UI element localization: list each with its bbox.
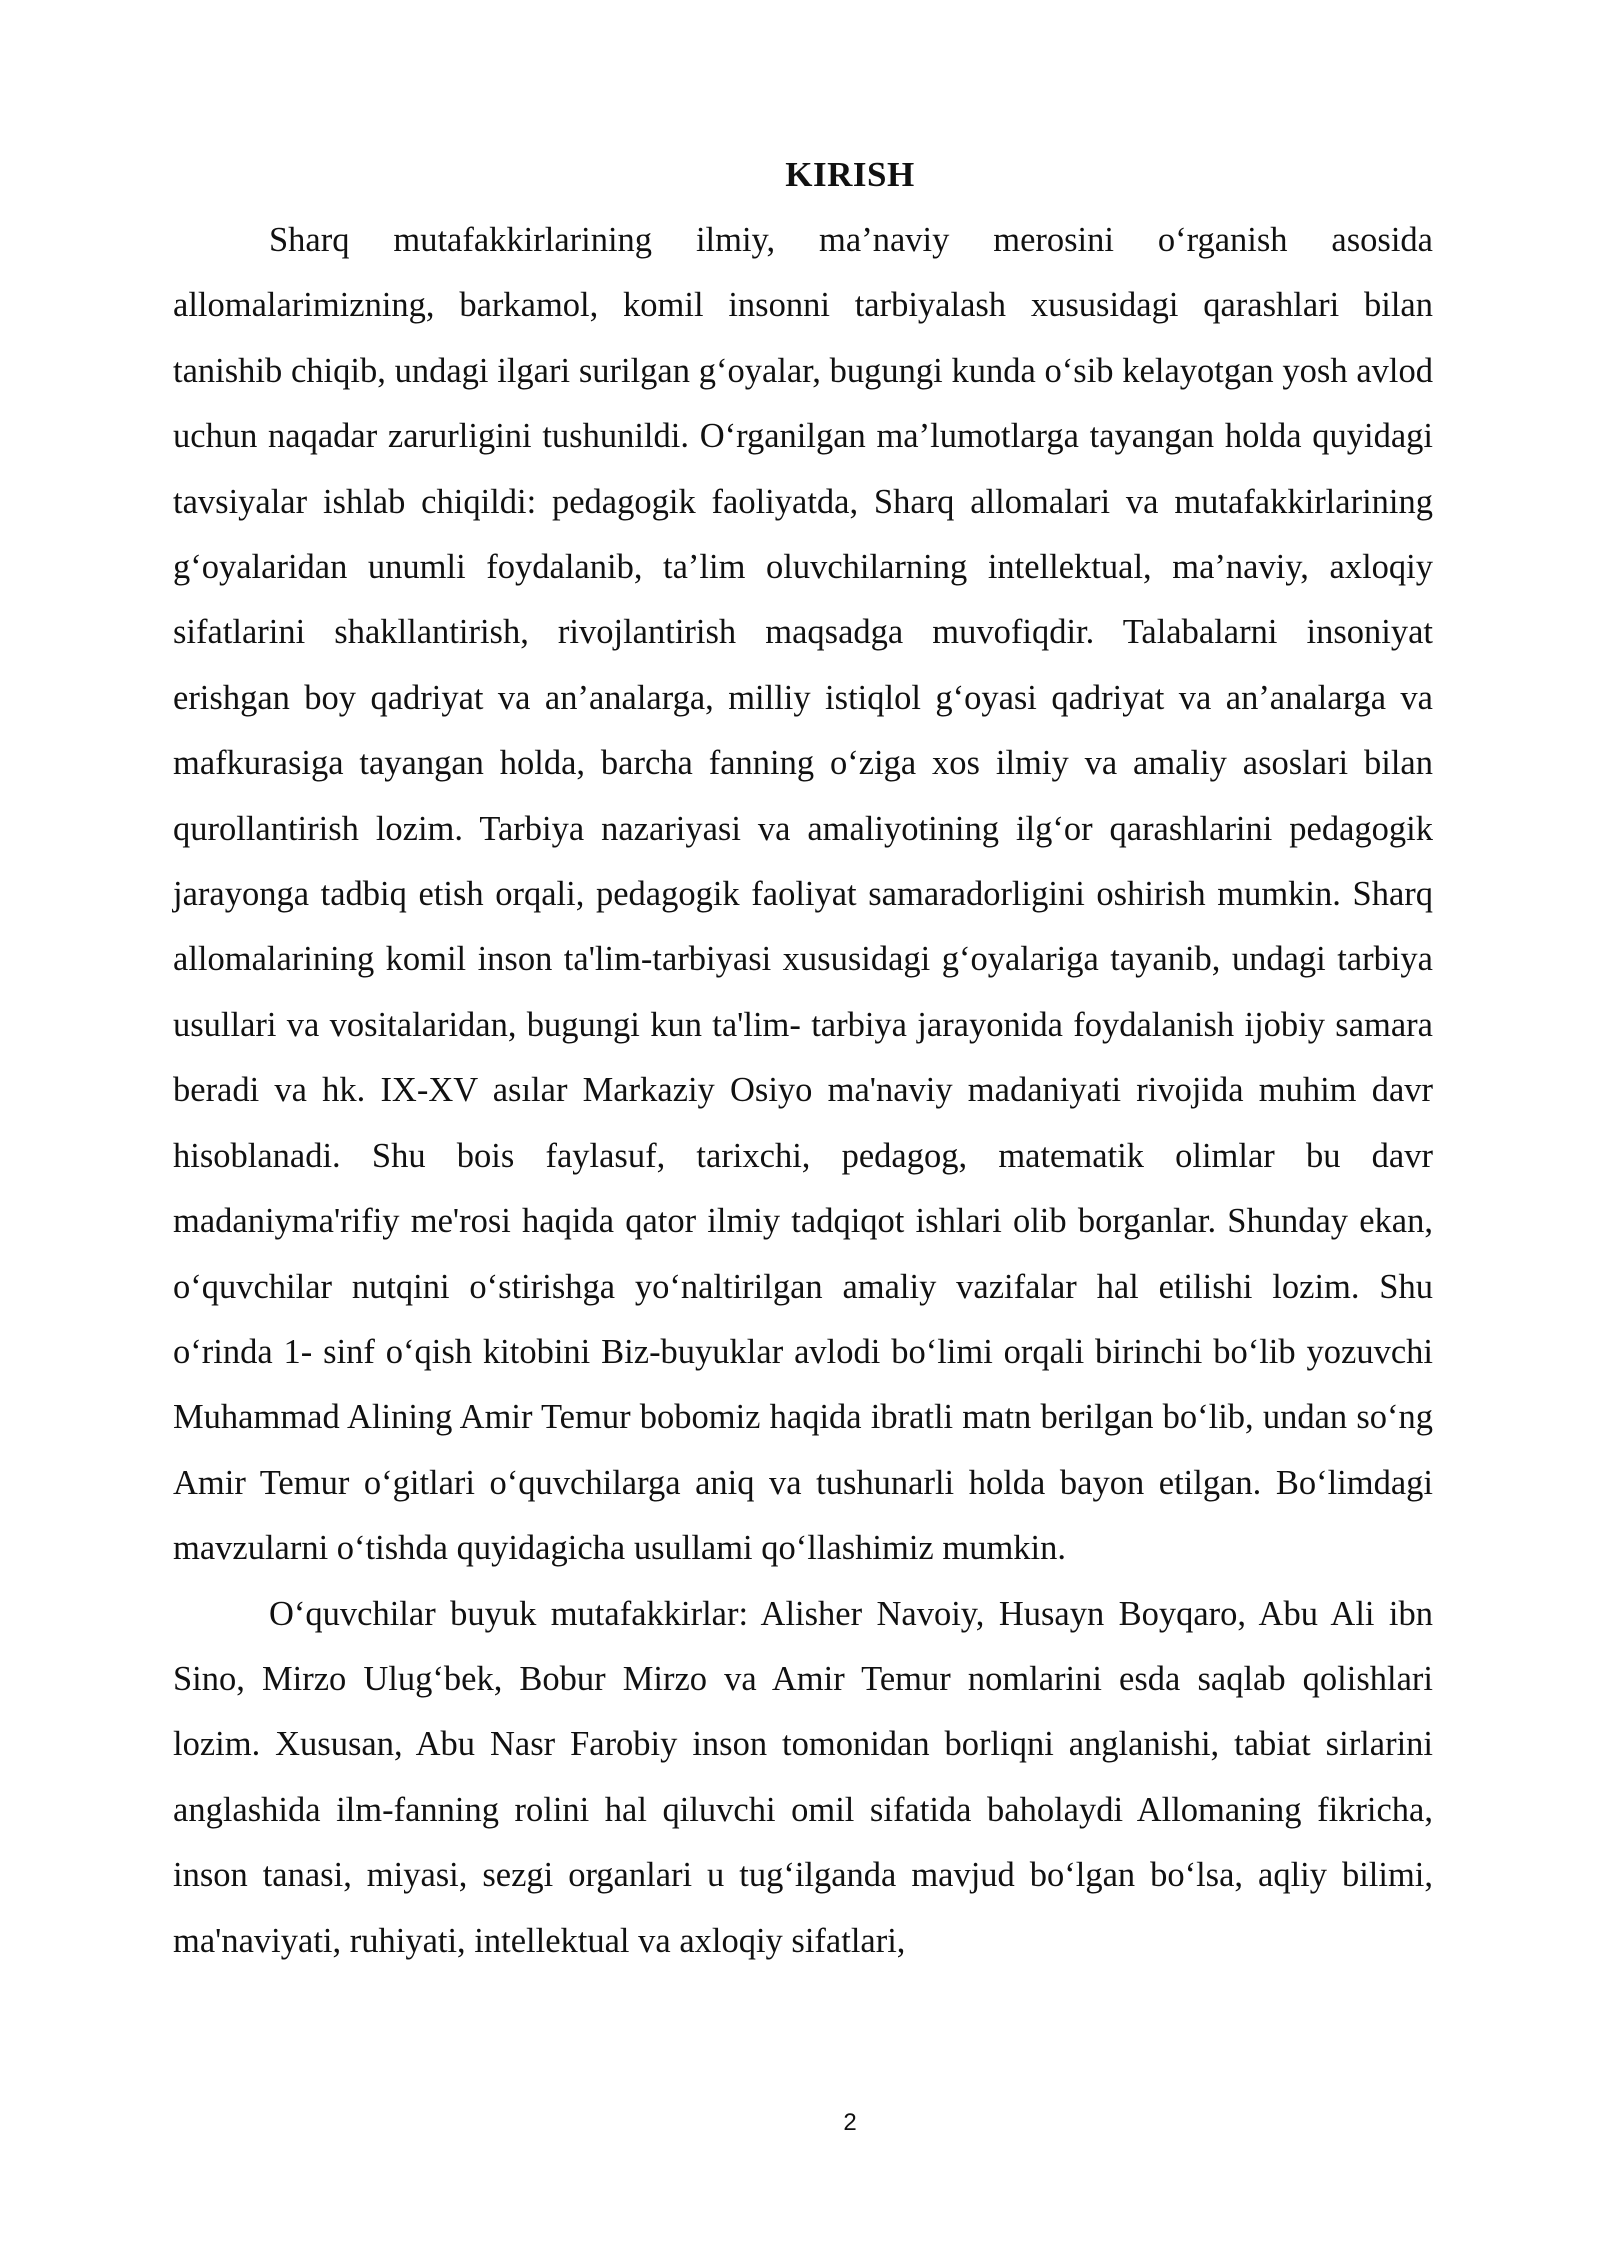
paragraph-1: Sharq mutafakkirlarining ilmiy, ma’naviy merosini o‘rganish asosida allomalarimizning, barkamol, komil insonni tarbiyalash xususidagi qarashlari bilan tanishib chiqib, undagi ilgari surilgan g‘oyalar, bugungi kunda o‘sib kelayotgan yosh avlod uchun naqadar zarurligini tushunildi. O‘rganilgan ma’lumotlarga tayangan holda quyidagi tavsiyalar ishlab chiqildi: pedagogik faoliyatda, Sharq allomalari va mutafakkirlarining g‘oyalaridan unumli foydalanib, ta’lim oluvchilarning intellektual, ma’naviy, axloqiy sifatlarini shakllantirish, rivojlantirish maqsadga muvofiqdir. Talabalarni insoniyat erishgan boy qadriyat va an’analarga, milliy istiqlol g‘oyasi qadriyat va an’analarga va mafkurasiga tayangan holda, barcha fanning o‘ziga xos ilmiy va amaliy asoslari bilan qurollantirish lozim. Tarbiya nazariyasi va amaliyotining ilg‘or qarashlarini pedagogik jarayonga tadbiq etish orqali, pedagogik faoliyat samaradorligini oshirish mumkin. Sharq allomalarining komil inson ta'lim-tarbiyasi xususidagi g‘oyalariga tayanib, undagi tarbiya usullari va vositalaridan, bugungi kun ta'lim- tarbiya jarayonida foydalanish ijobiy samara beradi va hk. IX-XV asılar Markaziy Osiyo ma'naviy madaniyati rivojida muhim davr hisoblanadi. Shu bois faylasuf, tarixchi, pedagog, matematik olimlar bu davr madaniyma'rifiy me'rosi haqida qator ilmiy tadqiqot ishlari olib borganlar. Shunday ekan, o‘quvchilar nutqini o‘stirishga yo‘naltirilgan amaliy vazifalar hal etilishi lozim. Shu o‘rinda 1- sinf o‘qish kitobini Biz-buyuklar avlodi bo‘limi orqali birinchi bo‘lib yozuvchi Muhammad Alining Amir Temur bobomiz haqida ibratli matn berilgan bo‘lib, undan so‘ng Amir Temur o‘gitlari o‘quvchilarga aniq va tushunarli holda bayon etilgan. Bo‘limdagi mavzularni o‘tishda quyidagicha usullami qo‘llashimiz mumkin. xyxy=(173,221,1433,1568)
page-number: 2 xyxy=(843,2109,857,2136)
body-text xyxy=(173,208,1433,1974)
paragraph-2: O‘quvchilar buyuk mutafakkirlar: Alisher Navoiy, Husayn Boyqaro, Abu Ali ibn Sino, Mirzo Ulug‘bek, Bobur Mirzo va Amir Temur nomlarini esda saqlab qolishlari lozim. Xususan, Abu Nasr Farobiy inson tomonidan borliqni anglanishi, tabiat sirlarini anglashida ilm-fanning rolini hal qiluvchi omil sifatida baholaydi Allomaning fikricha, inson tanasi, miyasi, sezgi organlari u tug‘ilganda mavjud bo‘lgan bo‘lsa, aqliy bilimi, ma'naviyati, ruhiyati, intellektual va axloqiy sifatlari, xyxy=(173,1594,1433,1960)
page-title: KIRISH xyxy=(785,155,915,194)
